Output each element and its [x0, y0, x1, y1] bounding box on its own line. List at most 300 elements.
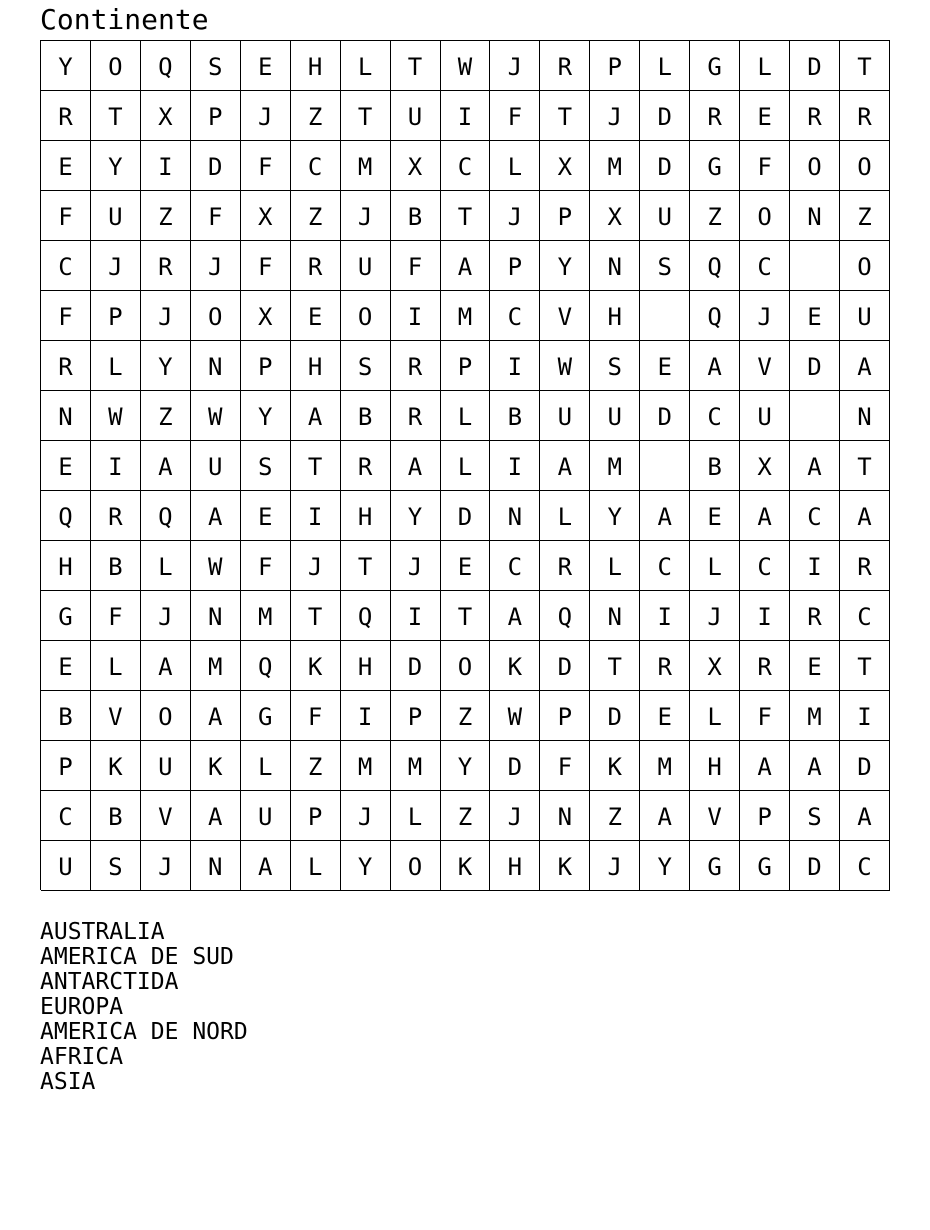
- grid-row: [41, 91, 890, 141]
- grid-cell: E: [241, 41, 291, 91]
- word-list-item: AFRICA: [40, 1044, 124, 1070]
- grid-cell: Y: [241, 391, 291, 441]
- grid-cell: U: [191, 441, 241, 491]
- grid-cell: D: [540, 641, 590, 691]
- grid-cell: H: [341, 491, 391, 541]
- grid-cell: G: [690, 141, 740, 191]
- grid-cell: B: [41, 691, 91, 741]
- grid-cell: B: [690, 441, 740, 491]
- grid-cell: R: [41, 91, 91, 141]
- grid-cell: W: [540, 341, 590, 391]
- grid-cell: I: [790, 541, 840, 591]
- grid-cell: V: [540, 291, 590, 341]
- grid-cell: I: [490, 441, 540, 491]
- grid-cell: E: [41, 641, 91, 691]
- grid-cell: B: [341, 391, 391, 441]
- grid-cell: R: [391, 391, 441, 441]
- grid-cell: M: [590, 141, 640, 191]
- grid-cell: J: [91, 241, 141, 291]
- grid-cell: L: [391, 791, 441, 841]
- grid-cell: U: [41, 841, 91, 891]
- grid-cell: A: [191, 791, 241, 841]
- grid-cell: Q: [540, 591, 590, 641]
- grid-cell: J: [241, 91, 291, 141]
- grid-cell: E: [740, 91, 790, 141]
- grid-cell: J: [341, 191, 391, 241]
- grid-cell: R: [540, 41, 590, 91]
- grid-cell: U: [740, 391, 790, 441]
- grid-cell: A: [740, 741, 790, 791]
- grid-cell: W: [490, 691, 540, 741]
- grid-row: [41, 241, 890, 291]
- grid-cell: U: [91, 191, 141, 241]
- grid-cell: A: [640, 791, 690, 841]
- grid-row: [41, 341, 890, 391]
- grid-cell: W: [441, 41, 491, 91]
- grid-cell: X: [590, 191, 640, 241]
- grid-cell: J: [690, 591, 740, 641]
- grid-cell: A: [291, 391, 341, 441]
- grid-cell: D: [490, 741, 540, 791]
- grid-cell: M: [790, 691, 840, 741]
- grid-cell: J: [141, 841, 191, 891]
- grid-cell: L: [640, 41, 690, 91]
- grid-cell: Z: [291, 191, 341, 241]
- grid-cell: C: [740, 541, 790, 591]
- grid-cell: M: [341, 141, 391, 191]
- grid-cell: T: [341, 91, 391, 141]
- grid-cell: L: [141, 541, 191, 591]
- grid-cell: T: [441, 591, 491, 641]
- grid-cell: B: [91, 791, 141, 841]
- grid-cell: R: [690, 91, 740, 141]
- grid-cell: N: [490, 491, 540, 541]
- grid-cell: [640, 441, 690, 491]
- grid-cell: S: [640, 241, 690, 291]
- grid-row: [41, 491, 890, 541]
- grid-row: [41, 41, 890, 91]
- grid-cell: T: [840, 41, 890, 91]
- grid-cell: X: [241, 191, 291, 241]
- grid-cell: I: [91, 441, 141, 491]
- grid-cell: D: [790, 841, 840, 891]
- word-search-grid: [40, 40, 890, 890]
- grid-cell: S: [341, 341, 391, 391]
- grid-cell: J: [391, 541, 441, 591]
- grid-cell: Q: [690, 291, 740, 341]
- grid-cell: F: [740, 141, 790, 191]
- grid-cell: F: [540, 741, 590, 791]
- grid-cell: D: [640, 141, 690, 191]
- grid-cell: C: [740, 241, 790, 291]
- grid-cell: J: [341, 791, 391, 841]
- grid-cell: T: [341, 541, 391, 591]
- grid-cell: B: [490, 391, 540, 441]
- grid-cell: F: [91, 591, 141, 641]
- grid-cell: T: [840, 441, 890, 491]
- grid-cell: U: [840, 291, 890, 341]
- grid-cell: L: [540, 491, 590, 541]
- grid-cell: A: [740, 491, 790, 541]
- grid-cell: F: [241, 541, 291, 591]
- grid-cell: K: [191, 741, 241, 791]
- grid-cell: L: [291, 841, 341, 891]
- grid-cell: D: [590, 691, 640, 741]
- grid-cell: E: [790, 291, 840, 341]
- word-list: [40, 920, 248, 1095]
- grid-cell: L: [91, 341, 141, 391]
- word-list-item: ASIA: [40, 1069, 96, 1095]
- grid-cell: M: [590, 441, 640, 491]
- grid-cell: F: [490, 91, 540, 141]
- grid-cell: J: [740, 291, 790, 341]
- grid-cell: A: [191, 691, 241, 741]
- word-list-item: AMERICA DE NORD: [40, 1019, 248, 1045]
- grid-cell: F: [241, 141, 291, 191]
- grid-cell: A: [790, 441, 840, 491]
- grid-cell: A: [640, 491, 690, 541]
- grid-cell: G: [690, 41, 740, 91]
- grid-cell: N: [191, 591, 241, 641]
- grid-cell: I: [840, 691, 890, 741]
- word-list-item: EUROPA: [40, 994, 124, 1020]
- grid-cell: A: [391, 441, 441, 491]
- grid-cell: S: [241, 441, 291, 491]
- grid-cell: D: [441, 491, 491, 541]
- grid-cell: A: [490, 591, 540, 641]
- grid-cell: Q: [241, 641, 291, 691]
- grid-cell: O: [191, 291, 241, 341]
- grid-row: [41, 791, 890, 841]
- grid-cell: E: [41, 141, 91, 191]
- grid-cell: Y: [341, 841, 391, 891]
- grid-row: [41, 691, 890, 741]
- grid-cell: C: [690, 391, 740, 441]
- grid-cell: J: [490, 41, 540, 91]
- grid-cell: I: [640, 591, 690, 641]
- grid-cell: H: [590, 291, 640, 341]
- grid-cell: L: [441, 391, 491, 441]
- grid-cell: H: [291, 41, 341, 91]
- grid-cell: F: [740, 691, 790, 741]
- grid-cell: J: [590, 91, 640, 141]
- grid-cell: Y: [441, 741, 491, 791]
- grid-cell: U: [341, 241, 391, 291]
- grid-cell: C: [441, 141, 491, 191]
- grid-cell: O: [341, 291, 391, 341]
- grid-cell: D: [840, 741, 890, 791]
- grid-cell: D: [790, 41, 840, 91]
- grid-cell: I: [291, 491, 341, 541]
- grid-cell: P: [191, 91, 241, 141]
- grid-cell: L: [690, 541, 740, 591]
- grid-cell: Y: [640, 841, 690, 891]
- grid-cell: L: [91, 641, 141, 691]
- grid-cell: [790, 391, 840, 441]
- grid-cell: Z: [141, 391, 191, 441]
- grid-cell: C: [640, 541, 690, 591]
- grid-cell: T: [391, 41, 441, 91]
- grid-cell: N: [590, 241, 640, 291]
- grid-cell: M: [441, 291, 491, 341]
- grid-cell: H: [291, 341, 341, 391]
- grid-cell: N: [590, 591, 640, 641]
- grid-cell: O: [790, 141, 840, 191]
- grid-cell: E: [690, 491, 740, 541]
- grid-cell: P: [41, 741, 91, 791]
- grid-cell: C: [41, 791, 91, 841]
- grid-cell: P: [740, 791, 790, 841]
- grid-row: [41, 141, 890, 191]
- grid-cell: G: [241, 691, 291, 741]
- grid-cell: C: [41, 241, 91, 291]
- grid-cell: L: [241, 741, 291, 791]
- grid-cell: V: [141, 791, 191, 841]
- grid-cell: X: [690, 641, 740, 691]
- grid-cell: O: [141, 691, 191, 741]
- grid-cell: Z: [590, 791, 640, 841]
- grid-cell: C: [291, 141, 341, 191]
- grid-cell: Q: [690, 241, 740, 291]
- grid-cell: A: [540, 441, 590, 491]
- grid-cell: S: [191, 41, 241, 91]
- grid-cell: J: [490, 191, 540, 241]
- grid-cell: Y: [540, 241, 590, 291]
- grid-cell: O: [391, 841, 441, 891]
- grid-cell: P: [540, 691, 590, 741]
- grid-cell: A: [690, 341, 740, 391]
- grid-cell: P: [441, 341, 491, 391]
- grid-cell: S: [590, 341, 640, 391]
- grid-cell: V: [740, 341, 790, 391]
- grid-cell: P: [241, 341, 291, 391]
- grid-cell: U: [391, 91, 441, 141]
- grid-cell: C: [840, 841, 890, 891]
- grid-cell: S: [91, 841, 141, 891]
- grid-cell: V: [690, 791, 740, 841]
- grid-cell: U: [141, 741, 191, 791]
- grid-cell: Z: [840, 191, 890, 241]
- grid-cell: H: [41, 541, 91, 591]
- grid-cell: M: [191, 641, 241, 691]
- grid-cell: L: [590, 541, 640, 591]
- grid-row: [41, 591, 890, 641]
- grid-cell: P: [91, 291, 141, 341]
- grid-cell: M: [391, 741, 441, 791]
- grid-cell: J: [590, 841, 640, 891]
- grid-cell: Y: [391, 491, 441, 541]
- grid-cell: W: [91, 391, 141, 441]
- grid-cell: S: [790, 791, 840, 841]
- grid-cell: N: [191, 841, 241, 891]
- grid-cell: T: [291, 591, 341, 641]
- grid-cell: R: [291, 241, 341, 291]
- grid-cell: Z: [141, 191, 191, 241]
- grid-cell: D: [640, 391, 690, 441]
- grid-cell: O: [840, 141, 890, 191]
- grid-cell: R: [91, 491, 141, 541]
- grid-cell: L: [490, 141, 540, 191]
- grid-cell: O: [441, 641, 491, 691]
- grid-cell: U: [540, 391, 590, 441]
- grid-cell: R: [840, 91, 890, 141]
- grid-cell: N: [540, 791, 590, 841]
- grid-cell: X: [141, 91, 191, 141]
- grid-cell: R: [41, 341, 91, 391]
- grid-cell: L: [441, 441, 491, 491]
- grid-cell: A: [241, 841, 291, 891]
- grid-cell: A: [191, 491, 241, 541]
- grid-cell: T: [441, 191, 491, 241]
- grid-cell: O: [740, 191, 790, 241]
- grid-cell: T: [291, 441, 341, 491]
- grid-cell: T: [590, 641, 640, 691]
- grid-cell: N: [790, 191, 840, 241]
- grid-cell: J: [291, 541, 341, 591]
- word-list-item: AUSTRALIA: [40, 919, 165, 945]
- grid-cell: K: [441, 841, 491, 891]
- grid-cell: Y: [41, 41, 91, 91]
- grid-cell: Z: [441, 791, 491, 841]
- grid-cell: A: [790, 741, 840, 791]
- grid-row: [41, 541, 890, 591]
- grid-cell: E: [291, 291, 341, 341]
- grid-cell: G: [690, 841, 740, 891]
- grid-cell: E: [790, 641, 840, 691]
- grid-cell: C: [790, 491, 840, 541]
- grid-cell: G: [41, 591, 91, 641]
- grid-cell: K: [590, 741, 640, 791]
- grid-cell: [640, 291, 690, 341]
- grid-cell: N: [191, 341, 241, 391]
- grid-cell: Z: [291, 741, 341, 791]
- grid-cell: C: [490, 291, 540, 341]
- page-title: Continente: [40, 3, 209, 36]
- grid-cell: D: [640, 91, 690, 141]
- grid-cell: K: [91, 741, 141, 791]
- grid-cell: I: [441, 91, 491, 141]
- grid-row: [41, 191, 890, 241]
- grid-cell: H: [341, 641, 391, 691]
- grid-cell: U: [640, 191, 690, 241]
- grid-cell: U: [590, 391, 640, 441]
- grid-cell: O: [91, 41, 141, 91]
- grid-cell: M: [241, 591, 291, 641]
- grid-cell: R: [141, 241, 191, 291]
- grid-cell: T: [91, 91, 141, 141]
- grid-cell: T: [540, 91, 590, 141]
- grid-cell: T: [840, 641, 890, 691]
- grid-cell: Q: [141, 491, 191, 541]
- grid-cell: N: [41, 391, 91, 441]
- grid-cell: K: [540, 841, 590, 891]
- grid-cell: P: [590, 41, 640, 91]
- grid-cell: Y: [91, 141, 141, 191]
- grid-cell: V: [91, 691, 141, 741]
- grid-cell: F: [41, 291, 91, 341]
- grid-cell: D: [191, 141, 241, 191]
- grid-cell: X: [540, 141, 590, 191]
- grid-cell: L: [341, 41, 391, 91]
- grid-cell: B: [91, 541, 141, 591]
- grid-cell: Y: [141, 341, 191, 391]
- grid-cell: R: [790, 91, 840, 141]
- grid-cell: E: [441, 541, 491, 591]
- grid-cell: P: [391, 691, 441, 741]
- grid-cell: F: [291, 691, 341, 741]
- grid-cell: B: [391, 191, 441, 241]
- grid-cell: [790, 241, 840, 291]
- grid-cell: P: [291, 791, 341, 841]
- grid-cell: R: [640, 641, 690, 691]
- grid-cell: E: [640, 341, 690, 391]
- grid-cell: X: [391, 141, 441, 191]
- grid-cell: R: [740, 641, 790, 691]
- grid-cell: Q: [341, 591, 391, 641]
- grid-cell: R: [341, 441, 391, 491]
- grid-cell: Q: [41, 491, 91, 541]
- grid-row: [41, 841, 890, 891]
- grid-cell: D: [391, 641, 441, 691]
- grid-row: [41, 291, 890, 341]
- grid-cell: J: [490, 791, 540, 841]
- grid-cell: E: [41, 441, 91, 491]
- grid-cell: G: [740, 841, 790, 891]
- grid-cell: P: [490, 241, 540, 291]
- grid-cell: X: [740, 441, 790, 491]
- grid-row: [41, 641, 890, 691]
- grid-cell: H: [690, 741, 740, 791]
- grid-cell: L: [690, 691, 740, 741]
- grid-cell: K: [490, 641, 540, 691]
- grid-cell: O: [840, 241, 890, 291]
- grid-cell: K: [291, 641, 341, 691]
- grid-cell: I: [391, 591, 441, 641]
- grid-cell: R: [840, 541, 890, 591]
- word-list-item: ANTARCTIDA: [40, 969, 179, 995]
- grid-cell: P: [540, 191, 590, 241]
- grid-cell: R: [790, 591, 840, 641]
- grid-cell: A: [840, 791, 890, 841]
- grid-cell: E: [241, 491, 291, 541]
- grid-cell: A: [141, 441, 191, 491]
- grid-cell: Z: [690, 191, 740, 241]
- grid-cell: M: [341, 741, 391, 791]
- grid-cell: X: [241, 291, 291, 341]
- grid-cell: Y: [590, 491, 640, 541]
- grid-cell: F: [41, 191, 91, 241]
- grid-row: [41, 391, 890, 441]
- grid-cell: M: [640, 741, 690, 791]
- word-list-item: AMERICA DE SUD: [40, 944, 234, 970]
- grid-cell: A: [840, 341, 890, 391]
- grid-cell: R: [391, 341, 441, 391]
- grid-cell: Z: [441, 691, 491, 741]
- grid-cell: F: [241, 241, 291, 291]
- grid-cell: Z: [291, 91, 341, 141]
- grid-cell: U: [241, 791, 291, 841]
- grid-cell: W: [191, 391, 241, 441]
- grid-cell: H: [490, 841, 540, 891]
- grid-cell: W: [191, 541, 241, 591]
- grid-cell: I: [391, 291, 441, 341]
- grid-cell: F: [391, 241, 441, 291]
- grid-cell: A: [840, 491, 890, 541]
- grid-row: [41, 441, 890, 491]
- grid-cell: I: [341, 691, 391, 741]
- grid-cell: L: [740, 41, 790, 91]
- grid-cell: J: [191, 241, 241, 291]
